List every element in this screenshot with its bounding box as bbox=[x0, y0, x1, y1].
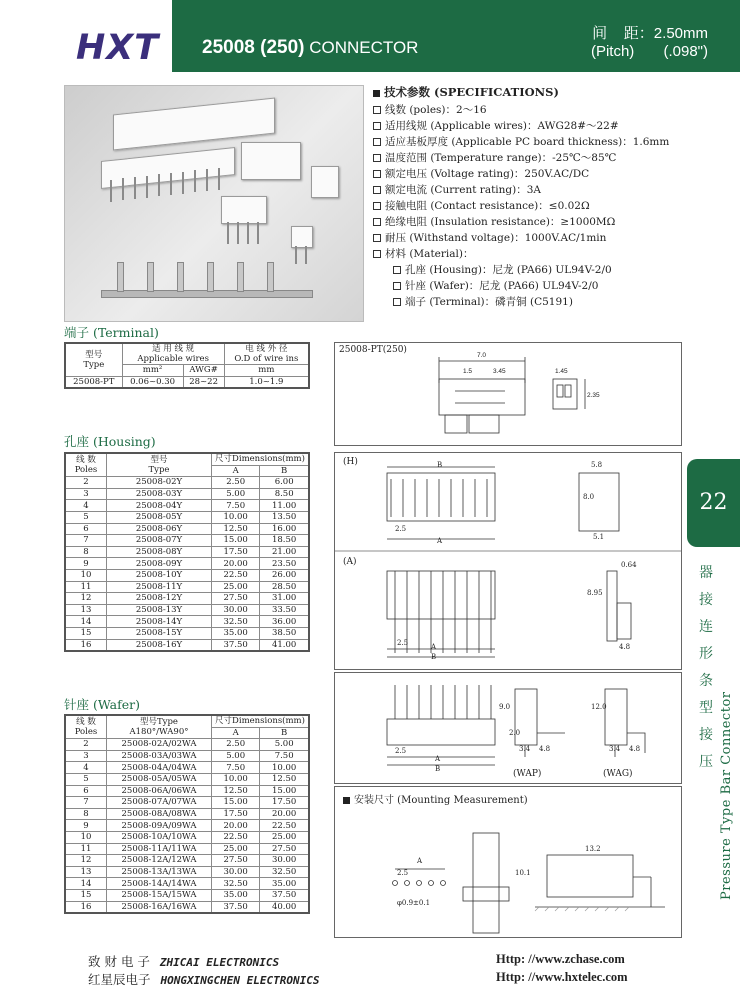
pitch-cn: 间 距：2.50mm bbox=[592, 25, 708, 42]
table-cell: 25008-06A/06WA bbox=[107, 785, 212, 797]
table-cell: 25.00 bbox=[212, 581, 260, 593]
table-row: 25008-PT 0.06~0.30 28~22 1.0~1.9 bbox=[65, 376, 309, 388]
table-cell: 25008-03A/03WA bbox=[107, 750, 212, 762]
table-row bbox=[65, 558, 309, 570]
table-row bbox=[65, 901, 309, 913]
table-cell: 23.50 bbox=[260, 558, 309, 570]
table-cell: 25008-07A/07WA bbox=[107, 797, 212, 809]
dim-label: φ0.9±0.1 bbox=[397, 899, 431, 907]
table-cell: 25008-13A/13WA bbox=[107, 866, 212, 878]
table-cell: 6 bbox=[65, 523, 107, 535]
table-row bbox=[65, 820, 309, 832]
table-cell: 40.00 bbox=[260, 901, 309, 913]
header-od-en: O.D of wire ins bbox=[234, 354, 299, 364]
table-cell: 35.00 bbox=[212, 627, 260, 639]
housing-table: 线 数 Poles 型号 Type 尺寸Dimensions(mm) A B 2 25008-02Y 2.50 6.00 3 25008-03Y 5.00 8.50 4 25008-04Y 7.50 11.00 5 25008-05Y 10.00 13.50 6 25008-06Y 12.50 16.00 7 25008-07Y 15.00 18.50 8 25008-08Y 17.50 21.00 9 25008-09Y 20.00 23.50 10 25008-10Y 22.50 26.00 11 25008-11Y 25.00 28.50 12 25008-12Y 27.50 31.00 13 25008-13Y 30.00 33.50 14 25008-14Y 32.50 36.00 15 25008-15Y 35.00 38.50 16 25008-16Y 37.50 41.00 bbox=[64, 452, 310, 652]
table-cell: 8 bbox=[65, 808, 107, 820]
table-cell: 14 bbox=[65, 878, 107, 890]
table-cell: 20.00 bbox=[212, 558, 260, 570]
table-cell: 8 bbox=[65, 546, 107, 558]
table-cell: 27.50 bbox=[212, 593, 260, 605]
table-cell: 9 bbox=[65, 820, 107, 832]
table-cell: 25008-08A/08WA bbox=[107, 808, 212, 820]
dim-label: A bbox=[431, 643, 437, 651]
table-cell: 6 bbox=[65, 785, 107, 797]
table-cell: 25008-05A/05WA bbox=[107, 773, 212, 785]
dim-label: 2.0 bbox=[509, 729, 521, 737]
table-cell: 12.50 bbox=[260, 773, 309, 785]
wafer-a-drawing-label: (A) bbox=[343, 557, 357, 567]
table-cell: 32.50 bbox=[212, 616, 260, 628]
table-cell: 30.00 bbox=[212, 866, 260, 878]
table-cell: 36.00 bbox=[260, 616, 309, 628]
table-row bbox=[65, 785, 309, 797]
table-cell: 8.50 bbox=[260, 488, 309, 500]
table-cell: 5.00 bbox=[260, 739, 309, 751]
table-cell: 17.50 bbox=[260, 797, 309, 809]
table-cell: 37.50 bbox=[212, 639, 260, 651]
header-type-en: Type bbox=[83, 359, 105, 370]
table-row bbox=[65, 843, 309, 855]
table-row bbox=[65, 739, 309, 751]
dim-label: A bbox=[437, 537, 443, 545]
table-row bbox=[65, 773, 309, 785]
spec-item: 接触电阻 (Contact resistance)：≤0.02Ω bbox=[373, 198, 713, 214]
mounting-drawing bbox=[334, 786, 682, 938]
terminal-section-title: 端子 (Terminal) bbox=[64, 325, 159, 340]
table-cell: 15.00 bbox=[212, 535, 260, 547]
dim-label: A bbox=[435, 755, 441, 763]
table-row bbox=[65, 500, 309, 512]
table-cell: 35.00 bbox=[212, 889, 260, 901]
table-cell: 25008-16Y bbox=[107, 639, 212, 651]
header-od-cn: 电 线 外 径 bbox=[245, 344, 288, 354]
table-cell: 25.00 bbox=[212, 843, 260, 855]
table-cell: 2.50 bbox=[212, 477, 260, 489]
table-cell: 12 bbox=[65, 855, 107, 867]
spec-item: 温度范围 (Temperature range)：-25℃～85℃ bbox=[373, 150, 713, 166]
vertical-cn-text: 器 接 连 形 条 型 接 压 bbox=[699, 565, 713, 770]
table-cell: 17.50 bbox=[212, 808, 260, 820]
table-cell: 13 bbox=[65, 866, 107, 878]
table-row bbox=[65, 477, 309, 489]
table-cell: 37.50 bbox=[212, 901, 260, 913]
dim-label: 8.0 bbox=[583, 493, 595, 501]
table-cell: 5 bbox=[65, 511, 107, 523]
table-cell: 20.00 bbox=[260, 808, 309, 820]
unit-mm: mm bbox=[224, 365, 309, 377]
table-row bbox=[65, 831, 309, 843]
table-cell: 10.00 bbox=[212, 511, 260, 523]
table-cell: 41.00 bbox=[260, 639, 309, 651]
header-wires-cn: 适 用 线 规 bbox=[152, 344, 195, 354]
dim-label: 7.0 bbox=[477, 352, 487, 359]
table-cell: 28.50 bbox=[260, 581, 309, 593]
wafer-table: 线 数 Poles 型号Type A180°/WA90° 尺寸Dimensions(mm) A B 2 25008-02A/02WA 2.50 5.00 3 25008-03A/03WA 5.00 7.50 4 25008-04A/04WA 7.50 10.00 5 25008-05A/05WA 10.00 12.50 6 25008-06A/06WA 12.50 15.00 7 25008-07A/07WA 15.00 17.50 8 25008-08A/08WA 17.50 20.00 9 25008-09A/09WA 20.00 22.50 10 25008-10A/10WA 22.50 25.00 11 25008-11A/11WA 25.00 27.50 12 25008-12A/12WA 27.50 30.00 13 25008-13A/13WA 30.00 32.50 14 25008-14A/14WA 32.50 35.00 15 25008-15A/15WA 35.00 37.50 16 25008-16A/16WA 37.50 40.00 bbox=[64, 714, 310, 914]
footer bbox=[0, 948, 740, 1004]
dim-label: 1.5 bbox=[463, 368, 473, 375]
table-cell: 6.00 bbox=[260, 477, 309, 489]
table-cell: 31.00 bbox=[260, 593, 309, 605]
spec-item: 适应基板厚度 (Applicable PC board thickness)：1.6mm bbox=[373, 134, 713, 150]
table-row bbox=[65, 878, 309, 890]
table-cell: 32.50 bbox=[212, 878, 260, 890]
table-row bbox=[65, 889, 309, 901]
table-cell: 25008-15A/15WA bbox=[107, 889, 212, 901]
table-cell: 10 bbox=[65, 569, 107, 581]
dim-label: 1.45 bbox=[555, 368, 568, 375]
table-cell: 25008-07Y bbox=[107, 535, 212, 547]
header-logo-area bbox=[0, 0, 172, 72]
product-photo bbox=[64, 85, 364, 322]
dim-label: B bbox=[437, 461, 443, 469]
table-cell: 25008-09A/09WA bbox=[107, 820, 212, 832]
table-cell: 3 bbox=[65, 750, 107, 762]
dim-label: 13.2 bbox=[585, 845, 601, 853]
table-cell: 10.00 bbox=[260, 762, 309, 774]
product-title bbox=[202, 37, 418, 59]
table-cell: 25008-16A/16WA bbox=[107, 901, 212, 913]
table-row bbox=[65, 855, 309, 867]
table-row bbox=[65, 593, 309, 605]
table-cell: 2.50 bbox=[212, 739, 260, 751]
terminal-drawing-svg bbox=[335, 343, 681, 445]
table-row bbox=[65, 581, 309, 593]
spec-item: 绝缘电阻 (Insulation resistance)：≥1000MΩ bbox=[373, 214, 713, 230]
table-cell: 11 bbox=[65, 843, 107, 855]
dim-label: 2.5 bbox=[397, 639, 409, 647]
table-cell: 33.50 bbox=[260, 604, 309, 616]
table-cell: 13.50 bbox=[260, 511, 309, 523]
header-type-cn: 型号 bbox=[85, 349, 103, 360]
dim-label: 2.5 bbox=[397, 869, 409, 877]
table-cell: 25008-04Y bbox=[107, 500, 212, 512]
table-cell: 25008-12A/12WA bbox=[107, 855, 212, 867]
table-row bbox=[65, 797, 309, 809]
table-cell: 4 bbox=[65, 500, 107, 512]
material-item: 端子 (Terminal)：磷青铜 (C5191) bbox=[373, 294, 713, 310]
table-cell: 2 bbox=[65, 739, 107, 751]
vertical-category bbox=[697, 560, 737, 920]
table-cell: 4 bbox=[65, 762, 107, 774]
dim-label: 5.8 bbox=[591, 461, 603, 469]
dim-label: 9.0 bbox=[499, 703, 511, 711]
table-cell: 10 bbox=[65, 831, 107, 843]
table-cell: 25008-13Y bbox=[107, 604, 212, 616]
table-row bbox=[65, 511, 309, 523]
table-row bbox=[65, 808, 309, 820]
table-cell: 22.50 bbox=[212, 569, 260, 581]
wafer-4p-image bbox=[221, 196, 267, 224]
table-row bbox=[65, 750, 309, 762]
specifications bbox=[373, 84, 713, 310]
table-cell: 25008-02A/02WA bbox=[107, 739, 212, 751]
table-cell: 25008-10A/10WA bbox=[107, 831, 212, 843]
table-cell: 26.00 bbox=[260, 569, 309, 581]
dim-label: 2.35 bbox=[587, 392, 600, 399]
table-cell: 30.00 bbox=[260, 855, 309, 867]
table-cell: 25008-10Y bbox=[107, 569, 212, 581]
table-cell: 20.00 bbox=[212, 820, 260, 832]
right-angle-wafer-svg bbox=[335, 673, 681, 783]
table-row bbox=[65, 627, 309, 639]
table-row bbox=[65, 523, 309, 535]
table-row bbox=[65, 569, 309, 581]
dim-label: 3.4 bbox=[609, 745, 621, 753]
table-cell: 7.50 bbox=[260, 750, 309, 762]
dim-label: 12.0 bbox=[591, 703, 607, 711]
unit-awg: AWG# bbox=[183, 365, 224, 377]
dim-label: 10.1 bbox=[515, 869, 531, 877]
table-cell: 25008-12Y bbox=[107, 593, 212, 605]
spec-item: 材料 (Material)： bbox=[373, 246, 713, 262]
table-cell: 9 bbox=[65, 558, 107, 570]
table-cell: 38.50 bbox=[260, 627, 309, 639]
table-cell: 14 bbox=[65, 616, 107, 628]
table-cell: 22.50 bbox=[212, 831, 260, 843]
material-item: 针座 (Wafer)：尼龙 (PA66) UL94V-2/0 bbox=[373, 278, 713, 294]
housing-drawing-label: (H) bbox=[343, 457, 358, 467]
spec-item: 适用线规 (Applicable wires)：AWG28#～22# bbox=[373, 118, 713, 134]
footer-url-2[interactable]: Http: //www.hxtelec.com bbox=[496, 970, 628, 984]
dim-label: 8.95 bbox=[587, 589, 603, 597]
table-cell: 25008-02Y bbox=[107, 477, 212, 489]
model-suffix: CONNECTOR bbox=[304, 38, 419, 57]
vertical-en-text: Pressure Type Bar Connector bbox=[719, 691, 734, 900]
table-cell: 11 bbox=[65, 581, 107, 593]
table-cell: 25.00 bbox=[260, 831, 309, 843]
page-number-tab: 22 bbox=[687, 459, 740, 547]
pitch-en: (Pitch) (.098") bbox=[590, 43, 708, 60]
header-wires-en: Applicable wires bbox=[137, 354, 209, 364]
table-cell: 16 bbox=[65, 901, 107, 913]
mounting-label: 安装尺寸 (Mounting Measurement) bbox=[343, 791, 528, 806]
table-cell: 7 bbox=[65, 535, 107, 547]
table-cell: 2 bbox=[65, 477, 107, 489]
dim-label: 4.8 bbox=[619, 643, 631, 651]
table-cell: 15 bbox=[65, 889, 107, 901]
dim-label: 5.1 bbox=[593, 533, 605, 541]
table-cell: 32.50 bbox=[260, 866, 309, 878]
table-cell: 15.00 bbox=[212, 797, 260, 809]
table-cell: 12.50 bbox=[212, 523, 260, 535]
dim-label: 2.5 bbox=[395, 747, 407, 755]
table-row bbox=[65, 604, 309, 616]
table-cell: 7.50 bbox=[212, 500, 260, 512]
table-cell: 3 bbox=[65, 488, 107, 500]
table-cell: 13 bbox=[65, 604, 107, 616]
table-cell: 22.50 bbox=[260, 820, 309, 832]
table-row bbox=[65, 616, 309, 628]
table-cell: 37.50 bbox=[260, 889, 309, 901]
table-cell: 25008-08Y bbox=[107, 546, 212, 558]
table-row bbox=[65, 639, 309, 651]
table-cell: 25008-06Y bbox=[107, 523, 212, 535]
table-cell: 10.00 bbox=[212, 773, 260, 785]
table-row bbox=[65, 488, 309, 500]
table-cell: 25008-05Y bbox=[107, 511, 212, 523]
table-cell: 25008-11A/11WA bbox=[107, 843, 212, 855]
table-cell: 7.50 bbox=[212, 762, 260, 774]
footer-company-1: 致 财 电 子 ZHICAI ELECTRONICS bbox=[88, 954, 280, 969]
table-cell: 25008-04A/04WA bbox=[107, 762, 212, 774]
table-row bbox=[65, 535, 309, 547]
table-cell: 25008-14A/14WA bbox=[107, 878, 212, 890]
dim-label: 0.64 bbox=[621, 561, 637, 569]
spec-item: 耐压 (Withstand voltage)：1000V.AC/1min bbox=[373, 230, 713, 246]
table-cell: 15.00 bbox=[260, 785, 309, 797]
material-item: 孔座 (Housing)：尼龙 (PA66) UL94V-2/0 bbox=[373, 262, 713, 278]
specs-heading: 技术参数 (SPECIFICATIONS) bbox=[373, 84, 713, 100]
table-cell: 35.00 bbox=[260, 878, 309, 890]
wap-label: (WAP) bbox=[513, 769, 542, 779]
table-cell: 11.00 bbox=[260, 500, 309, 512]
table-cell: 18.50 bbox=[260, 535, 309, 547]
table-cell: 27.50 bbox=[260, 843, 309, 855]
footer-company-2: 红星辰电子 HONGXINGCHEN ELECTRONICS bbox=[88, 972, 320, 987]
table-cell: 17.50 bbox=[212, 546, 260, 558]
dim-label: 3.4 bbox=[519, 745, 531, 753]
table-cell: 25008-09Y bbox=[107, 558, 212, 570]
dim-label: A bbox=[417, 857, 423, 865]
dim-label: 4.8 bbox=[629, 745, 641, 753]
spec-item: 额定电流 (Current rating)：3A bbox=[373, 182, 713, 198]
mounting-drawing-svg bbox=[335, 787, 681, 937]
terminal-drawing bbox=[334, 342, 682, 446]
dim-label: B bbox=[431, 653, 437, 661]
table-row bbox=[65, 546, 309, 558]
dim-label: B bbox=[435, 765, 441, 773]
spec-item: 额定电压 (Voltage rating)：250V.AC/DC bbox=[373, 166, 713, 182]
table-cell: 30.00 bbox=[212, 604, 260, 616]
table-cell: 12.50 bbox=[212, 785, 260, 797]
table-cell: 25008-14Y bbox=[107, 616, 212, 628]
dim-label: 2.5 bbox=[395, 525, 407, 533]
company-logo: HXT bbox=[76, 28, 160, 68]
table-cell: 25008-15Y bbox=[107, 627, 212, 639]
table-cell: 25008-11Y bbox=[107, 581, 212, 593]
footer-url-1[interactable]: Http: //www.zchase.com bbox=[496, 952, 625, 966]
pt-drawing-label: 25008-PT(250) bbox=[339, 345, 407, 355]
table-cell: 16 bbox=[65, 639, 107, 651]
wag-label: (WAG) bbox=[603, 769, 633, 779]
table-cell: 5.00 bbox=[212, 488, 260, 500]
right-angle-wafer-drawing bbox=[334, 672, 682, 784]
table-cell: 25008-03Y bbox=[107, 488, 212, 500]
table-cell: 27.50 bbox=[212, 855, 260, 867]
wafer-2p-image bbox=[291, 226, 313, 248]
table-cell: 12 bbox=[65, 593, 107, 605]
table-cell: 15 bbox=[65, 627, 107, 639]
spec-item: 线数 (poles)：2～16 bbox=[373, 102, 713, 118]
table-row bbox=[65, 762, 309, 774]
table-row bbox=[65, 866, 309, 878]
table-cell: 5 bbox=[65, 773, 107, 785]
housing-section-title: 孔座 (Housing) bbox=[64, 434, 156, 449]
table-cell: 16.00 bbox=[260, 523, 309, 535]
dim-label: 3.45 bbox=[493, 368, 506, 375]
housing-2p-image bbox=[311, 166, 339, 198]
table-cell: 5.00 bbox=[212, 750, 260, 762]
header-bar bbox=[172, 0, 740, 72]
model-number: 25008 (250) bbox=[202, 37, 305, 58]
terminal-table bbox=[64, 342, 310, 389]
unit-mm2: mm² bbox=[122, 365, 183, 377]
housing-wafer-drawing bbox=[334, 452, 682, 670]
housing-6p-image bbox=[241, 142, 301, 180]
table-cell: 21.00 bbox=[260, 546, 309, 558]
dim-label: 4.8 bbox=[539, 745, 551, 753]
wafer-section-title: 针座 (Wafer) bbox=[64, 697, 140, 712]
table-cell: 7 bbox=[65, 797, 107, 809]
